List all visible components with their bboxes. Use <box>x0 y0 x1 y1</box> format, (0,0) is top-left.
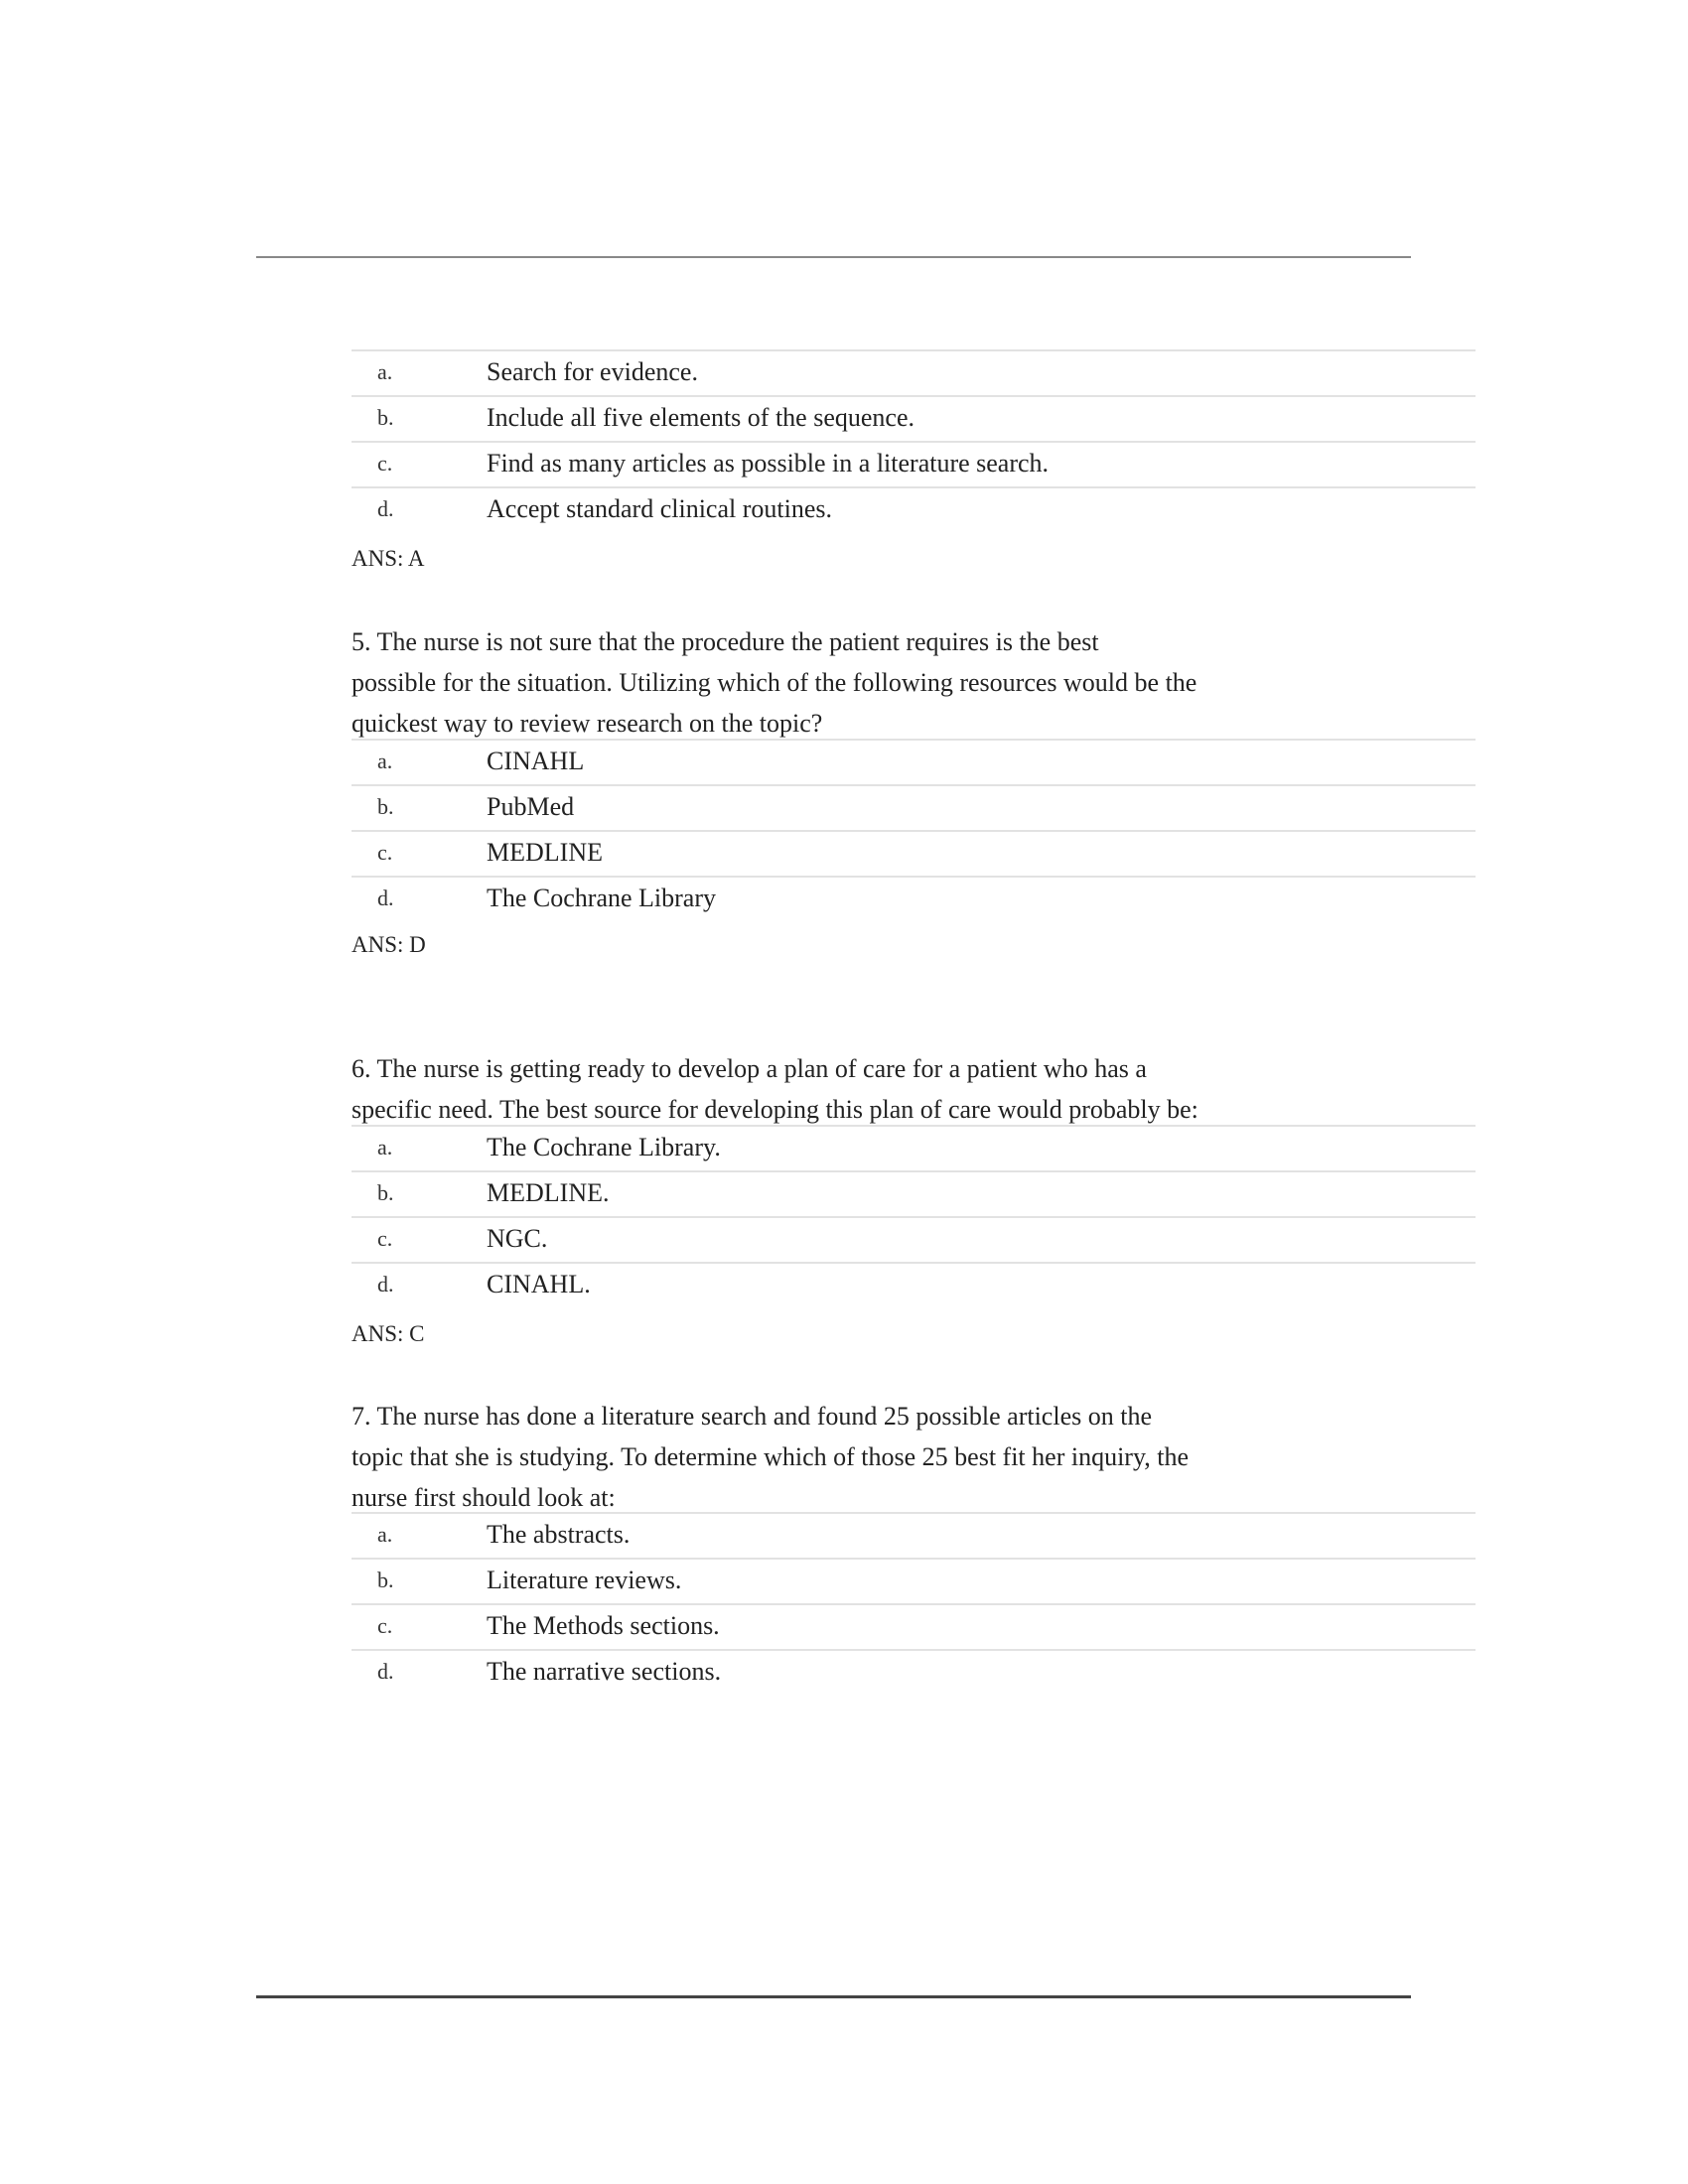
option-row <box>352 351 1476 397</box>
option-row <box>352 786 1476 832</box>
question-6 <box>352 1048 1444 1130</box>
option-text: The Cochrane Library. <box>487 1133 721 1161</box>
option-row <box>352 878 1476 921</box>
option-letter: a. <box>377 1522 393 1547</box>
option-letter: b. <box>377 1568 394 1592</box>
option-row <box>352 1264 1476 1307</box>
question-line: specific need. The best source for developing this plan of care would probably be: <box>352 1095 1198 1124</box>
option-row <box>352 1514 1476 1560</box>
option-text: PubMed <box>487 792 575 821</box>
option-text: CINAHL <box>487 747 585 775</box>
option-row <box>352 741 1476 786</box>
option-letter: d. <box>377 496 394 521</box>
option-letter: c. <box>377 1226 393 1251</box>
option-text: The Methods sections. <box>487 1611 720 1640</box>
question-line: possible for the situation. Utilizing which of the following resources would be the <box>352 668 1197 697</box>
option-row <box>352 1172 1476 1218</box>
option-text: The Cochrane Library <box>487 884 717 912</box>
option-text: Accept standard clinical routines. <box>487 494 832 523</box>
question-line: quickest way to review research on the topic? <box>352 709 823 738</box>
question-line: 6. The nurse is getting ready to develop a plan of care for a patient who has a <box>352 1054 1147 1083</box>
option-text: The abstracts. <box>487 1520 631 1549</box>
option-text: Literature reviews. <box>487 1566 682 1594</box>
option-row <box>352 1560 1476 1605</box>
option-row <box>352 1218 1476 1264</box>
option-text: CINAHL. <box>487 1270 591 1298</box>
header-rule <box>256 256 1411 258</box>
option-text: The narrative sections. <box>487 1657 722 1686</box>
option-row <box>352 1605 1476 1651</box>
option-letter: d. <box>377 1272 394 1297</box>
answer-q5: ANS: D <box>352 932 426 957</box>
option-text: Include all five elements of the sequence. <box>487 403 914 432</box>
option-row <box>352 443 1476 488</box>
options-table-q5 <box>352 739 1476 921</box>
option-letter: b. <box>377 405 394 430</box>
option-row <box>352 1651 1476 1695</box>
question-line: 7. The nurse has done a literature search and found 25 possible articles on the <box>352 1402 1152 1431</box>
option-letter: b. <box>377 794 394 819</box>
option-letter: d. <box>377 886 394 910</box>
option-row <box>352 832 1476 878</box>
question-line: 5. The nurse is not sure that the procedure the patient requires is the best <box>352 627 1099 656</box>
option-text: Find as many articles as possible in a literature search. <box>487 449 1050 478</box>
footer-rule <box>256 1995 1411 1998</box>
option-row <box>352 488 1476 532</box>
option-row <box>352 397 1476 443</box>
option-text: NGC. <box>487 1224 548 1253</box>
option-letter: a. <box>377 359 393 384</box>
answer-q4: ANS: A <box>352 546 425 571</box>
option-letter: a. <box>377 1135 393 1160</box>
answer-q6: ANS: C <box>352 1321 425 1346</box>
question-5 <box>352 621 1444 744</box>
option-text: Search for evidence. <box>487 357 698 386</box>
option-letter: c. <box>377 840 393 865</box>
option-letter: d. <box>377 1659 394 1684</box>
question-7 <box>352 1396 1444 1518</box>
option-letter: a. <box>377 749 393 773</box>
options-table-q4 <box>352 349 1476 532</box>
question-line: nurse first should look at: <box>352 1483 616 1512</box>
option-letter: c. <box>377 451 393 476</box>
options-table-q7 <box>352 1512 1476 1695</box>
option-letter: b. <box>377 1180 394 1205</box>
options-table-q6 <box>352 1125 1476 1307</box>
option-row <box>352 1127 1476 1172</box>
question-line: topic that she is studying. To determine which of those 25 best fit her inquiry, the <box>352 1442 1190 1471</box>
option-letter: c. <box>377 1613 393 1638</box>
option-text: MEDLINE. <box>487 1178 610 1207</box>
option-text: MEDLINE <box>487 838 603 867</box>
